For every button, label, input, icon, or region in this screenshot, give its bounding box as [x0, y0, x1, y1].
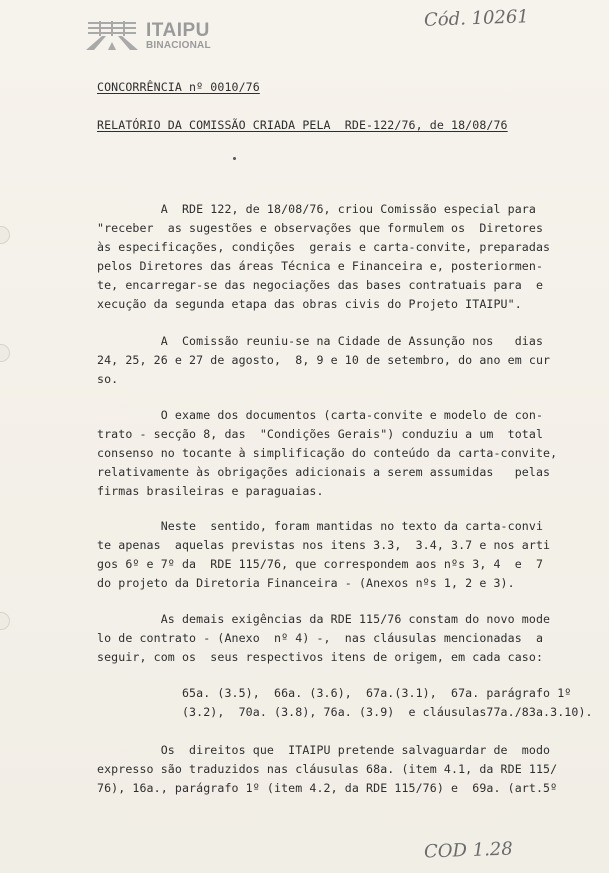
tender-number: CONCORRÊNCIA nº 0010/76 — [97, 80, 260, 94]
paragraph-7-line: 76), 16a., parágrafo 1º (item 4.2, da RDE 115/76) e 69a. (art.5º — [97, 781, 558, 795]
logo-title: ITAIPU — [146, 20, 210, 41]
paragraph-2-line: A Comissão reuniu-se na Cidade de Assunção nos dias — [97, 334, 544, 348]
handwritten-code-top: Cód. 10261 — [423, 6, 530, 31]
logo-subtitle: BINACIONAL — [146, 40, 211, 51]
paragraph-3-line: trato - secção 8, das "Condições Gerais") conduziu a um total — [97, 427, 544, 441]
paragraph-3-line: firmas brasileiras e paraguaias. — [97, 484, 324, 498]
paragraph-3-line: relativamente às obrigações adicionais a serem assumidas pelas — [97, 465, 551, 479]
punch-hole — [0, 612, 10, 630]
clauses-line: 65a. (3.5), 66a. (3.6), 67a.(3.1), 67a. parágrafo 1º — [97, 686, 572, 700]
handwritten-code-bottom: COD 1.28 — [423, 838, 514, 863]
report-title: RELATÓRIO DA COMISSÃO CRIADA PELA RDE-122/76, de 18/08/76 — [97, 118, 508, 132]
paragraph-4-line: do projeto da Diretoria Financeira - (Anexos nºs 1, 2 e 3). — [97, 576, 515, 590]
punch-hole — [0, 226, 10, 244]
clauses-line: (3.2), 70a. (3.8), 76a. (3.9) e cláusulas77a./83a.3.10). — [97, 705, 593, 719]
paragraph-1-line: pelos Diretores das áreas Técnica e Financeira e, posteriormen- — [97, 259, 544, 273]
paragraph-1-line: A RDE 122, de 18/08/76, criou Comissão especial para — [97, 202, 536, 216]
paragraph-3-line: O exame dos documentos (carta-convite e modelo de con- — [97, 408, 544, 422]
paragraph-1-line: às especificações, condições gerais e carta-convite, preparadas — [97, 240, 551, 254]
punch-hole — [0, 344, 10, 362]
paragraph-4-line: gos 6º e 7º da RDE 115/76, que correspondem aos nºs 3, 4 e 7 — [97, 557, 544, 571]
ink-dot — [233, 157, 236, 160]
paragraph-4-line: te apenas aquelas previstas nos itens 3.3, 3.4, 3.7 e nos arti — [97, 538, 551, 552]
itaipu-dam-logo-icon — [84, 20, 140, 50]
paragraph-1-line: "receber as sugestões e observações que formulem os Diretores — [97, 221, 544, 235]
paragraph-7-line: expresso são traduzidos nas cláusulas 68a. (item 4.1, da RDE 115/ — [97, 762, 558, 776]
paragraph-5-line: As demais exigências da RDE 115/76 constam do novo mode — [97, 612, 551, 626]
paragraph-5-line: lo de contrato - (Anexo nº 4) -, nas cláusulas mencionadas a — [97, 631, 544, 645]
paragraph-7-line: Os direitos que ITAIPU pretende salvaguardar de modo — [97, 743, 551, 757]
paragraph-2-line: 24, 25, 26 e 27 de agosto, 8, 9 e 10 de setembro, do ano em cur — [97, 353, 551, 367]
paragraph-5-line: seguir, com os seus respectivos itens de origem, em cada caso: — [97, 650, 544, 664]
paragraph-1-line: xecução da segunda etapa das obras civis do Projeto ITAIPU". — [97, 297, 522, 311]
paragraph-3-line: consenso no tocante à simplificação do conteúdo da carta-convite, — [97, 446, 558, 460]
paragraph-4-line: Neste sentido, foram mantidas no texto da carta-convi — [97, 519, 544, 533]
paragraph-1-line: te, encarregar-se das negociações das bases contratuais para e — [97, 278, 544, 292]
paragraph-2-line: so. — [97, 372, 119, 386]
itaipu-logo — [84, 20, 224, 56]
